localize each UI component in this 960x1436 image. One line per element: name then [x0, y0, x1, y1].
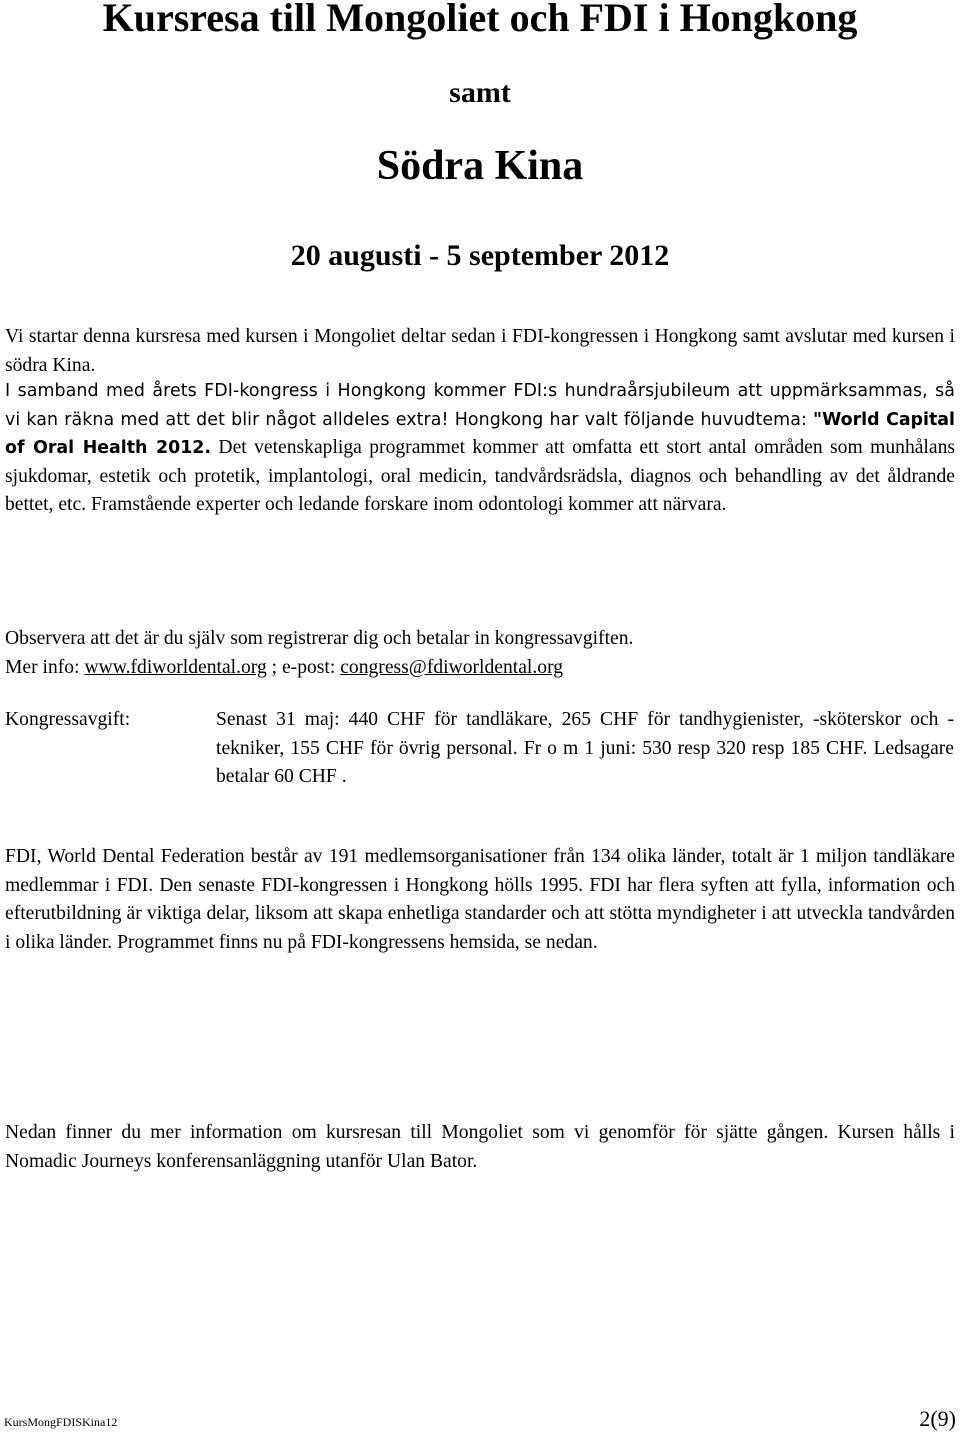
intro-paragraph: Vi startar denna kursresa med kursen i Mongoliet deltar sedan i FDI-kongressen i Hongkong samt avslutar med kursen i södra Kina.: [5, 326, 955, 376]
trip-dates: 20 augusti - 5 september 2012: [290, 239, 670, 272]
document-title: Kursresa till Mongoliet och FDI i Hongkong: [102, 0, 858, 40]
fdi-paragraph: FDI, World Dental Federation består av 191 medlemsorganisationer från 134 olika länder, totalt är 1 miljon tandläkare medlemmar i FDI. Den senaste FDI-kongressen i Hongkong hölls 1995. FDI har flera syften att fylla, information och efterutbildning är viktiga delar, liksom att skapa enhetliga standarder och att stötta myndigheter i att utveckla tandvården i olika länder. Programmet finns nu på FDI-kongressens hemsida, se nedan.: [5, 846, 955, 953]
registration-paragraph: [5, 625, 955, 682]
title-conjunction: samt: [449, 76, 511, 109]
more-info-line: [5, 654, 955, 683]
email-link[interactable]: congress@fdiworldental.org: [340, 656, 564, 678]
registration-note: Observera att det är du själv som registrerar dig och betalar in kongressavgiften.: [5, 628, 634, 649]
more-info-label: Mer info:: [5, 656, 85, 678]
website-link[interactable]: www.fdiworldental.org: [84, 656, 267, 678]
fee-label: Kongressavgift:: [5, 709, 131, 730]
footer-filename: KursMongFDISKina12: [4, 1415, 118, 1429]
congress-program-text: Det vetenskapliga programmet kommer att omfatta ett stort antal områden som munhålans sjukdomar, estetik och protetik, implantologi, oral medicin, tandvårdsrädsla, diagnos och behandling av det åldrande bettet, etc.: [5, 437, 955, 515]
email-label: ; e-post:: [266, 656, 341, 678]
fee-details: Senast 31 maj: 440 CHF för tandläkare, 265 CHF för tandhygienister, -sköterskor och -tekniker, 155 CHF för övrig personal. Fr o m 1 juni: 530 resp 320 resp 185 CHF. Ledsagare betalar 60 CHF .: [216, 709, 954, 787]
congress-theme: "World Capital of Oral Health 2012.: [5, 409, 956, 458]
page-number: 2(9): [919, 1406, 956, 1431]
congress-theme-intro: Hongkong har valt följande huvudtema:: [448, 409, 814, 430]
mongolia-paragraph: Nedan finner du mer information om kursresan till Mongoliet som vi genomför för sjätte gången. Kursen hålls i Nomadic Journeys konferensanläggning utanför Ulan Bator.: [5, 1122, 955, 1172]
document-subtitle: Södra Kina: [376, 143, 584, 189]
congress-experts-text: Framstående experter och ledande forskare inom odontologi kommer att närvara.: [86, 494, 727, 515]
congress-intro-text: I samband med årets FDI-kongress i Hongkong kommer FDI:s hundraårsjubileum att uppmärksammas, så vi kan räkna med att det blir något alldeles extra!: [5, 381, 955, 430]
congress-paragraph: [5, 377, 955, 520]
